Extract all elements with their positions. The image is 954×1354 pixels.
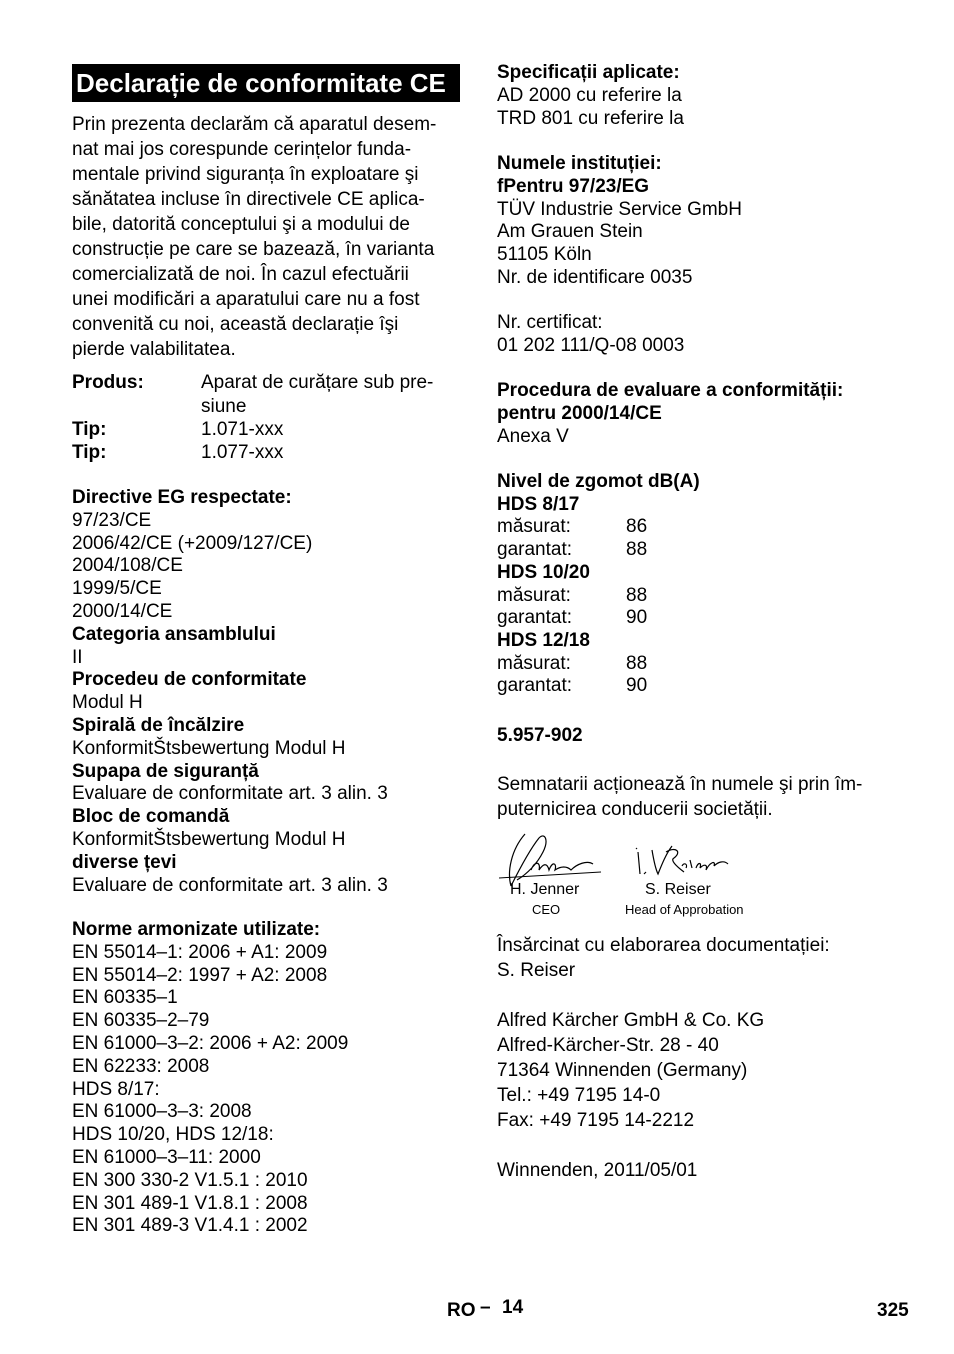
norm-line: EN 61000–3–11: 2000: [72, 1147, 261, 1168]
institution-line: Am Grauen Stein: [497, 221, 643, 243]
norm-line: EN 301 489-1 V1.8.1 : 2008: [72, 1192, 308, 1214]
noise-row-label: măsurat:: [497, 584, 571, 606]
document-number: 5.957-902: [497, 725, 583, 746]
noise-row-label: garantat:: [497, 539, 572, 561]
noise-row-value: 88: [626, 652, 648, 674]
directive-line: II: [72, 646, 83, 668]
norm-line: EN 60335–1: [72, 987, 178, 1009]
directive-line: diverse țevi: [72, 851, 177, 873]
intro-line: nat mai jos corespunde cerințelor funda-: [72, 139, 412, 160]
procedure-line: Procedura de evaluare a conformității:: [497, 380, 844, 401]
norm-line: HDS 8/17:: [72, 1078, 160, 1100]
directive-line: Modul H: [72, 692, 143, 714]
noise-row-value: 90: [626, 607, 648, 629]
norm-line: EN 60335–2–79: [72, 1010, 210, 1032]
spec-line: AD 2000 cu referire la: [497, 84, 682, 106]
intro-line: pierde valabilitatea.: [72, 339, 236, 360]
type-value: 1.077-xxx: [201, 442, 284, 463]
institution-line: fPentru 97/23/EG: [497, 175, 650, 197]
procedure-line: pentru 2000/14/CE: [497, 402, 662, 424]
documentation-name: S. Reiser: [497, 960, 576, 981]
signature-role: Head of Approbation: [625, 902, 744, 917]
place-date: Winnenden, 2011/05/01: [497, 1160, 698, 1181]
intro-line: unei modificări a aparatului care nu a fost: [72, 289, 420, 310]
intro-line: comercializată de noi. În cazul efectuării: [72, 264, 409, 285]
footer-dash: –: [480, 1297, 491, 1318]
certificate-line: 01 202 111/Q-08 0003: [497, 334, 685, 356]
norm-line: EN 61000–3–2: 2006 + A2: 2009: [72, 1033, 349, 1054]
directive-line: 2006/42/CE (+2009/127/CE): [72, 532, 313, 554]
product-value-line2: siune: [201, 396, 247, 417]
directive-line: Categoria ansamblului: [72, 623, 276, 645]
noise-row-label: garantat:: [497, 607, 572, 629]
norm-line: EN 55014–2: 1997 + A2: 2008: [72, 964, 328, 986]
address-line: Fax: +49 7195 14-2212: [497, 1110, 695, 1131]
directive-line: Evaluare de conformitate art. 3 alin. 3: [72, 783, 388, 805]
noise-heading: Nivel de zgomot dB(A): [497, 471, 700, 492]
norm-line: Norme armonizate utilizate:: [72, 919, 321, 940]
type-value: 1.071-xxx: [201, 419, 284, 440]
norm-line: EN 301 489-3 V1.4.1 : 2002: [72, 1215, 308, 1237]
footer-local-page: 14: [502, 1297, 524, 1318]
intro-line: construcție pe care se bazează, în varianta: [72, 239, 435, 260]
noise-model: HDS 8/17: [497, 493, 580, 515]
intro-line: sănătatea incluse în directivele CE aplica-: [72, 189, 425, 210]
address-line: Tel.: +49 7195 14-0: [497, 1085, 661, 1106]
institution-line: TÜV Industrie Service GmbH: [497, 198, 742, 220]
institution-line: 51105 Köln: [497, 244, 592, 266]
page-number: 325: [877, 1300, 909, 1321]
product-value-line1: Aparat de curățare sub pre-: [201, 372, 434, 393]
address-line: Alfred Kärcher GmbH & Co. KG: [497, 1010, 765, 1031]
directive-line: 2000/14/CE: [72, 601, 173, 622]
directive-line: 97/23/CE: [72, 509, 152, 531]
noise-row-label: măsurat:: [497, 652, 571, 674]
intro-line: convenită cu noi, această declarație îşi: [72, 314, 399, 335]
spec-line: Specificații aplicate:: [497, 62, 680, 83]
institution-line: Nr. de identificare 0035: [497, 267, 693, 288]
procedure-line: Anexa V: [497, 425, 569, 447]
noise-row-value: 88: [626, 584, 648, 606]
directive-line: KonformitŠtsbewertung Modul H: [72, 829, 346, 850]
directive-line: Spirală de încălzire: [72, 715, 245, 736]
noise-row-value: 88: [626, 539, 648, 561]
type-label: Tip:: [72, 442, 107, 463]
directive-line: Directive EG respectate:: [72, 487, 292, 508]
signature-role: CEO: [532, 902, 561, 917]
intro-line: mentale privind siguranța în exploatare şi: [72, 164, 419, 185]
norm-line: EN 61000–3–3: 2008: [72, 1101, 252, 1123]
intro-line: Prin prezenta declarăm că aparatul desem-: [72, 114, 437, 135]
noise-row-value: 86: [626, 516, 648, 538]
directive-line: KonformitŠtsbewertung Modul H: [72, 737, 346, 759]
documentation-label: Însărcinat cu elaborarea documentației:: [497, 935, 830, 956]
intro-line: bile, datorită conceptului şi a modului de: [72, 214, 410, 235]
signers-text-line1: Semnatarii acționează în numele şi prin îm-: [497, 774, 863, 795]
page-title: Declarație de conformitate CE: [72, 64, 460, 102]
footer-lang: RO: [447, 1300, 476, 1321]
signature-name: S. Reiser: [645, 881, 711, 898]
norm-line: EN 300 330-2 V1.5.1 : 2010: [72, 1169, 308, 1191]
directive-line: Bloc de comandă: [72, 806, 230, 828]
noise-row-label: garantat:: [497, 675, 572, 697]
directive-line: Supapa de siguranță: [72, 760, 259, 782]
certificate-line: Nr. certificat:: [497, 312, 603, 333]
directive-line: 2004/108/CE: [72, 555, 183, 577]
address-line: 71364 Winnenden (Germany): [497, 1060, 748, 1081]
norm-line: HDS 10/20, HDS 12/18:: [72, 1124, 274, 1146]
signers-text-line2: puternicirea conducerii societății.: [497, 799, 773, 820]
address-line: Alfred-Kärcher-Str. 28 - 40: [497, 1035, 719, 1056]
institution-line: Numele instituției:: [497, 153, 662, 174]
norm-line: EN 62233: 2008: [72, 1055, 210, 1077]
noise-row-label: măsurat:: [497, 516, 571, 538]
directive-line: Procedeu de conformitate: [72, 669, 307, 691]
type-label: Tip:: [72, 419, 107, 440]
noise-row-value: 90: [626, 675, 648, 697]
noise-model: HDS 10/20: [497, 561, 590, 583]
signature-reiser: [632, 842, 732, 884]
norm-line: EN 55014–1: 2006 + A1: 2009: [72, 941, 328, 963]
product-label: Produs:: [72, 372, 144, 393]
signature-name: H. Jenner: [510, 881, 580, 898]
directive-line: Evaluare de conformitate art. 3 alin. 3: [72, 874, 388, 896]
spec-line: TRD 801 cu referire la: [497, 107, 684, 129]
noise-model: HDS 12/18: [497, 629, 590, 651]
directive-line: 1999/5/CE: [72, 578, 162, 600]
